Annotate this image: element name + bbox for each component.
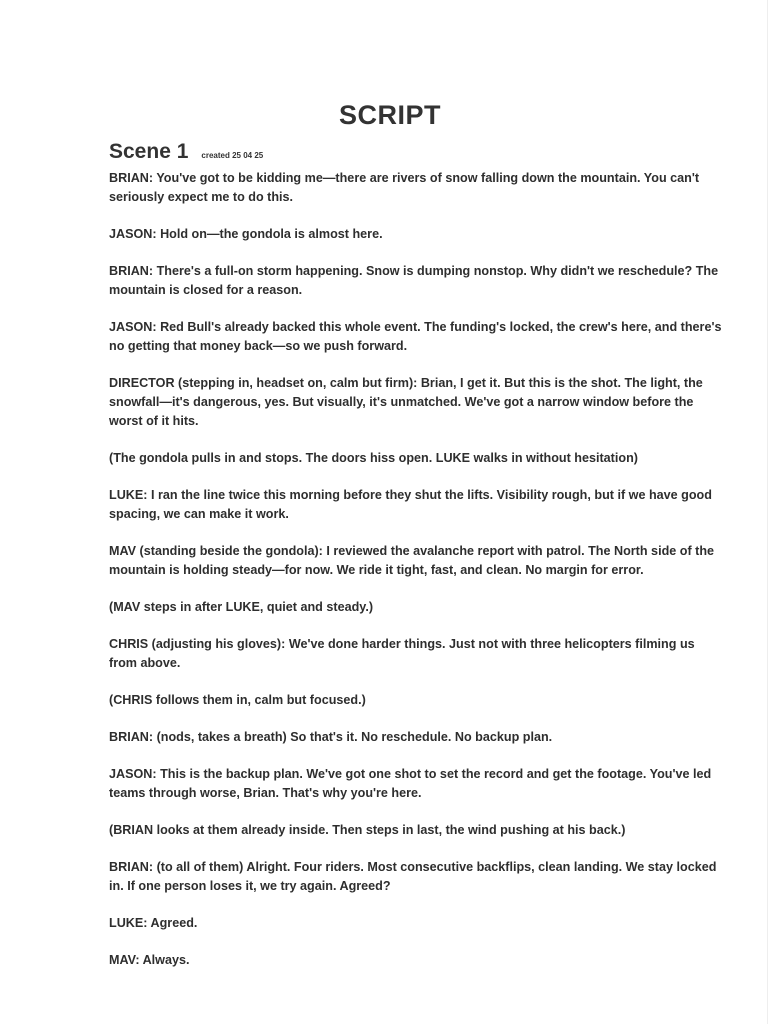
script-line: JASON: Red Bull's already backed this whole event. The funding's locked, the crew's here, and there's no getting that money back—so we push forward.: [109, 320, 722, 353]
stage-direction: (MAV steps in after LUKE, quiet and steady.): [109, 600, 374, 614]
script-line: JASON: This is the backup plan. We've got one shot to set the record and get the footage. You've led teams through worse, Brian. That's why you're here.: [109, 767, 712, 800]
script-line: MAV: Always.: [109, 953, 190, 967]
script-line: JASON: Hold on—the gondola is almost here.: [109, 227, 383, 241]
script-line: BRIAN: (nods, takes a breath) So that's it. No reschedule. No backup plan.: [109, 730, 553, 744]
script-line: DIRECTOR (stepping in, headset on, calm but firm): Brian, I get it. But this is the shot. The light, the snowfall—it's dangerous, yes. But visually, it's unmatched. We've got a narrow window before the worst of it hits.: [109, 376, 703, 428]
script-line: LUKE: Agreed.: [109, 916, 198, 930]
script-line: LUKE: I ran the line twice this morning before they shut the lifts. Visibility rough, but if we have good spacing, we can make it work.: [109, 488, 712, 521]
script-body: [109, 169, 724, 988]
document-title: SCRIPT: [338, 100, 441, 130]
script-line: BRIAN: There's a full-on storm happening. Snow is dumping nonstop. Why didn't we reschedule? The mountain is closed for a reason.: [109, 264, 719, 297]
scene-header: [109, 140, 263, 164]
script-line: MAV (standing beside the gondola): I reviewed the avalanche report with patrol. The North side of the mountain is holding steady—for now. We ride it tight, fast, and clean. No margin for error.: [109, 544, 715, 577]
script-line: BRIAN: You've got to be kidding me—there are rivers of snow falling down the mountain. You can't seriously expect me to do this.: [109, 171, 700, 204]
script-line: CHRIS (adjusting his gloves): We've done harder things. Just not with three helicopters filming us from above.: [109, 637, 695, 670]
stage-direction: (CHRIS follows them in, calm but focused.): [109, 693, 366, 707]
scene-created-date: created 25 04 25: [201, 151, 264, 160]
script-line: BRIAN: (to all of them) Alright. Four riders. Most consecutive backflips, clean landing. We stay locked in. If one person loses it, we try again. Agreed?: [109, 860, 717, 893]
scene-title: Scene 1: [109, 140, 189, 163]
stage-direction: (BRIAN looks at them already inside. Then steps in last, the wind pushing at his back.): [109, 823, 626, 837]
stage-direction: (The gondola pulls in and stops. The doors hiss open. LUKE walks in without hesitation): [109, 451, 638, 465]
